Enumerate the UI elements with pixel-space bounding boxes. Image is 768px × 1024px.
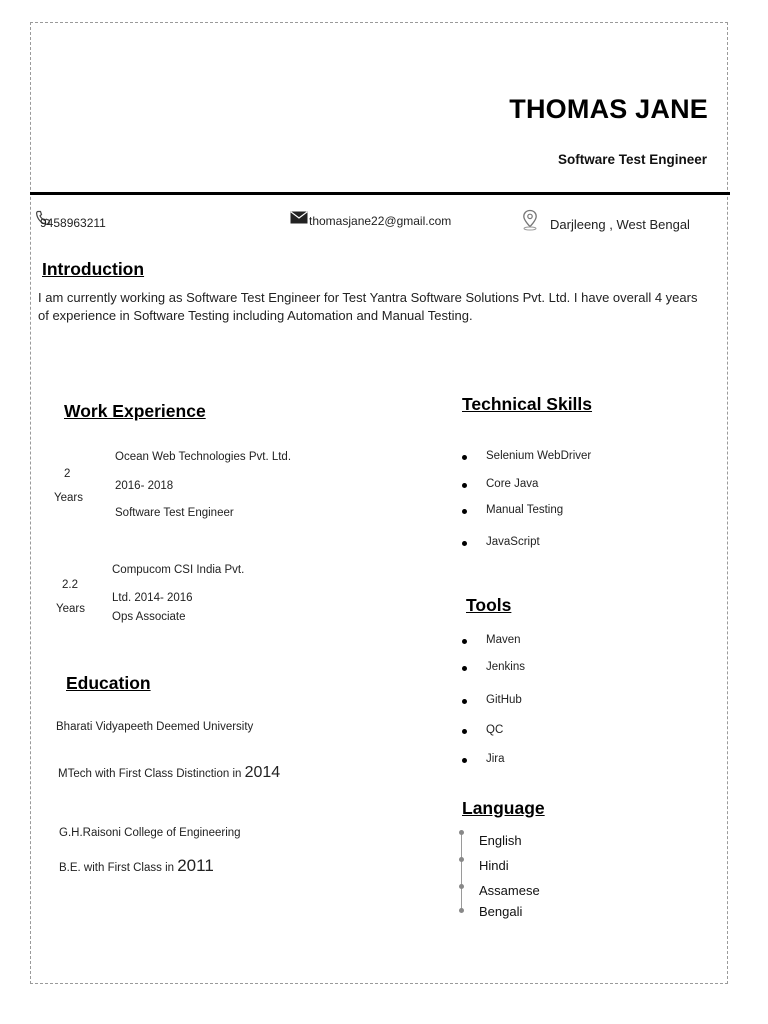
bullet-icon (462, 729, 467, 734)
education-degree-text: MTech with First Class Distinction in (58, 768, 245, 780)
job-position: Ops Associate (112, 611, 186, 623)
job-duration-value: 2.2 (62, 579, 78, 591)
education-institution: G.H.Raisoni College of Engineering (59, 827, 241, 839)
tool-item: GitHub (462, 694, 522, 706)
job-duration-unit: Years (56, 603, 85, 615)
language-item: English (479, 833, 522, 848)
header-divider (30, 192, 730, 195)
job-duration-unit: Years (54, 492, 83, 504)
tool-item: Jira (462, 753, 505, 765)
education-heading: Education (66, 673, 151, 693)
skill-item: JavaScript (462, 536, 540, 548)
tool-item: QC (462, 724, 503, 736)
language-item: Assamese (479, 883, 540, 898)
job-company: Compucom CSI India Pvt. (112, 564, 245, 576)
skill-item: Core Java (462, 478, 538, 490)
introduction-text: I am currently working as Software Test Engineer for Test Yantra Software Solutions Pvt. Ltd. I have overall 4 years of experience in Software Testing including Automation and Manual Testing. (38, 290, 698, 323)
job-period: Ltd. 2014- 2016 (112, 592, 193, 604)
work-experience-heading: Work Experience (64, 401, 206, 421)
email-icon (290, 211, 308, 224)
bullet-icon (462, 509, 467, 514)
education-degree (59, 856, 214, 876)
tool-item: Maven (462, 634, 521, 646)
candidate-role: Software Test Engineer (557, 152, 707, 167)
education-year: 2014 (244, 764, 281, 781)
education-year: 2011 (177, 856, 214, 875)
bullet-icon (462, 639, 467, 644)
bullet-icon (462, 699, 467, 704)
timeline-dot-icon (459, 908, 464, 913)
job-position: Software Test Engineer (115, 507, 234, 519)
education-degree-text: B.E. with First Class in (59, 862, 178, 874)
bullet-icon (462, 758, 467, 763)
location-text: Darjleeng , West Bengal (550, 217, 690, 232)
introduction-heading: Introduction (42, 259, 145, 279)
job-company: Ocean Web Technologies Pvt. Ltd. (115, 451, 292, 463)
tool-item: Jenkins (462, 661, 525, 673)
bullet-icon (462, 455, 467, 460)
skill-item: Selenium WebDriver (462, 450, 591, 462)
skill-item: Manual Testing (462, 504, 563, 516)
technical-skills-heading: Technical Skills (462, 394, 593, 414)
candidate-name: THOMAS JANE (509, 94, 708, 124)
education-degree (58, 764, 280, 782)
bullet-icon (462, 483, 467, 488)
job-period: 2016- 2018 (115, 480, 174, 492)
location-pin-icon (521, 209, 539, 231)
email-address: thomasjane22@gmail.com (309, 214, 452, 228)
language-item: Hindi (479, 858, 509, 873)
job-duration-value: 2 (64, 468, 71, 480)
education-institution: Bharati Vidyapeeth Deemed University (56, 721, 254, 733)
language-heading: Language (462, 798, 545, 818)
timeline-dot-icon (459, 884, 464, 889)
bullet-icon (462, 666, 467, 671)
language-item: Bengali (479, 904, 523, 919)
bullet-icon (462, 541, 467, 546)
language-timeline (461, 832, 462, 912)
phone-number: 9458963211 (40, 216, 106, 230)
timeline-dot-icon (459, 857, 464, 862)
timeline-dot-icon (459, 830, 464, 835)
tools-heading: Tools (466, 595, 512, 615)
